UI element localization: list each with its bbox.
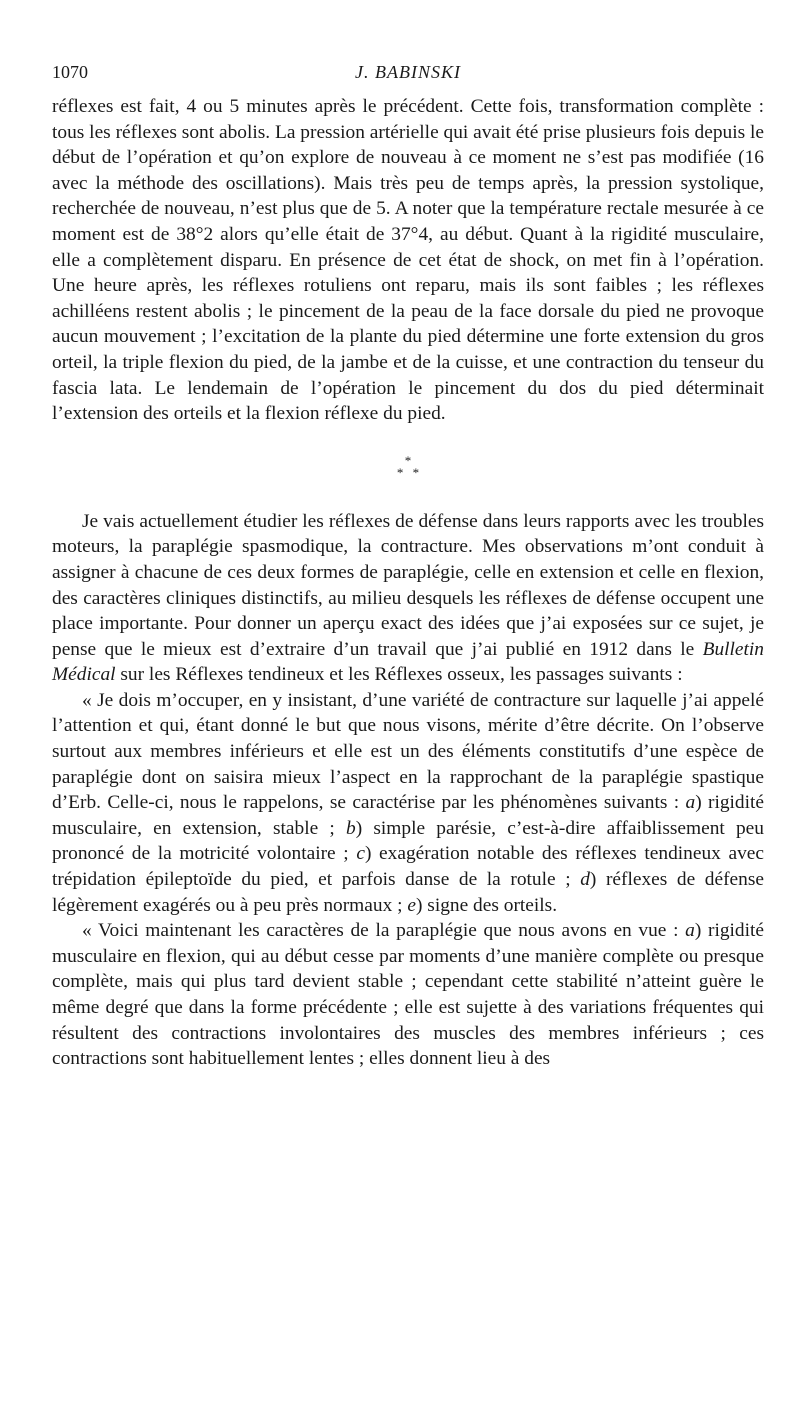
paragraph-shock-observation: réflexes est fait, 4 ou 5 minutes après le précédent. Cette fois, transformation complète : tous les réflexes sont abolis. La pression artérielle qui avait été prise plusieurs fois depuis le début de l’opération et qu’on explore de nouveau à ce moment ne s’est pas modifiée (16 avec la méthode des oscillations). Mais très peu de temps après, la pression systolique, recherchée de nouveau, n’est plus que de 5. A noter que la température rectale mesurée à ce moment est de 38°2 alors qu’elle était de 37°4, au début. Quant à la rigidité musculaire, elle a complètement disparu. En présence de cet état de shock, on met fin à l’opération. Une heure après, les réflexes rotuliens ont reparu, mais ils sont faibles ; les réflexes achilléens restent abolis ; le pincement de la peau de la face dorsale du pied ne provoque aucun mouvement ; l’excitation de la plante du pied détermine une forte extension du gros orteil, la triple flexion du pied, de la jambe et de la cuisse, et une contraction du tenseur du fascia lata. Le lendemain de l’opération le pincement du dos du pied déterminait l’extension des orteils et la flexion réflexe du pied. [52, 96, 764, 425]
paragraph-text: « Voici maintenant les caractères de la paraplégie que nous avons en vue : [82, 920, 686, 942]
separator-star-top: * [404, 452, 412, 468]
list-text: ) signe des orteils. [415, 894, 558, 916]
list-text: ) exagération notable des réflexes tendineux avec trépidation épileptoïde du pied, et parfois danse de la rotule ; [52, 843, 765, 891]
journal-title: Bulletin Médical [52, 638, 764, 686]
paragraph-defense-reflexes [52, 509, 764, 688]
paragraph-text: sur les Réflexes tendineux et les Réflexes osseux, les passages suivants : [115, 664, 683, 686]
section-separator [52, 452, 764, 480]
book-page [52, 62, 764, 1072]
list-marker: b [346, 817, 356, 839]
paragraph-quote-flexion [52, 918, 764, 1072]
list-text: ) réflexes de défense légèrement exagérés ou à peu près normaux ; [52, 869, 764, 916]
body-text [52, 94, 764, 1072]
paragraph-quote-extension [52, 688, 764, 918]
list-text: ) simple parésie, c’est-à-dire affaiblissement peu prononcé de la motricité volontaire ; [52, 817, 764, 865]
page-number: 1070 [52, 62, 88, 82]
list-text: ) rigidité musculaire, en extension, stable ; [52, 792, 764, 839]
list-marker: a [685, 920, 695, 942]
list-marker: a [685, 792, 696, 814]
running-head: J. BABINSKI [355, 62, 461, 82]
list-marker: e [407, 894, 416, 916]
paragraph-text: « Je dois m’occuper, en y insistant, d’une variété de contracture sur laquelle j’ai appelé l’attention et qui, étant donné le but que nous visons, mérite d’être décrite. On l’observe surtout aux membres inférieurs et elle est un des éléments constitutifs d’une espèce de paraplégie dont on saisira mieux l’aspect en la rapprochant de la paraplégie spastique d’Erb. Celle-ci, nous le rappelons, se caractérise par les phénomènes suivants : [52, 689, 764, 814]
list-text: ) rigidité musculaire en flexion, qui au début cesse par moments d’une manière complète ou presque complète, mais qui plus tard devient stable ; cependant cette stabilité n’atteint guère le même degré que dans la forme précédente ; elle est sujette à des variations fréquentes qui résultent des contractions involontaires des muscles des membres inférieurs ; ces contractions sont habituellement lentes ; elles donnent lieu à des [52, 920, 764, 1070]
list-marker: c [356, 843, 365, 865]
separator-stars-bottom: * * [396, 464, 420, 480]
page-header [52, 62, 764, 86]
list-marker: d [580, 869, 590, 891]
paragraph-text: Je vais actuellement étudier les réflexes de défense dans leurs rapports avec les troubles moteurs, la paraplégie spasmodique, la contracture. Mes observations m’ont conduit à assigner à chacune de ces deux formes de paraplégie, celle en extension et celle en flexion, des caractères cliniques distinctifs, au milieu desquels les réflexes de défense occupent une place importante. Pour donner un aperçu exact des idées que j’ai exposées sur ce sujet, je pense que le mieux est d’extraire d’un travail que j’ai publié en 1912 dans le [52, 510, 764, 660]
